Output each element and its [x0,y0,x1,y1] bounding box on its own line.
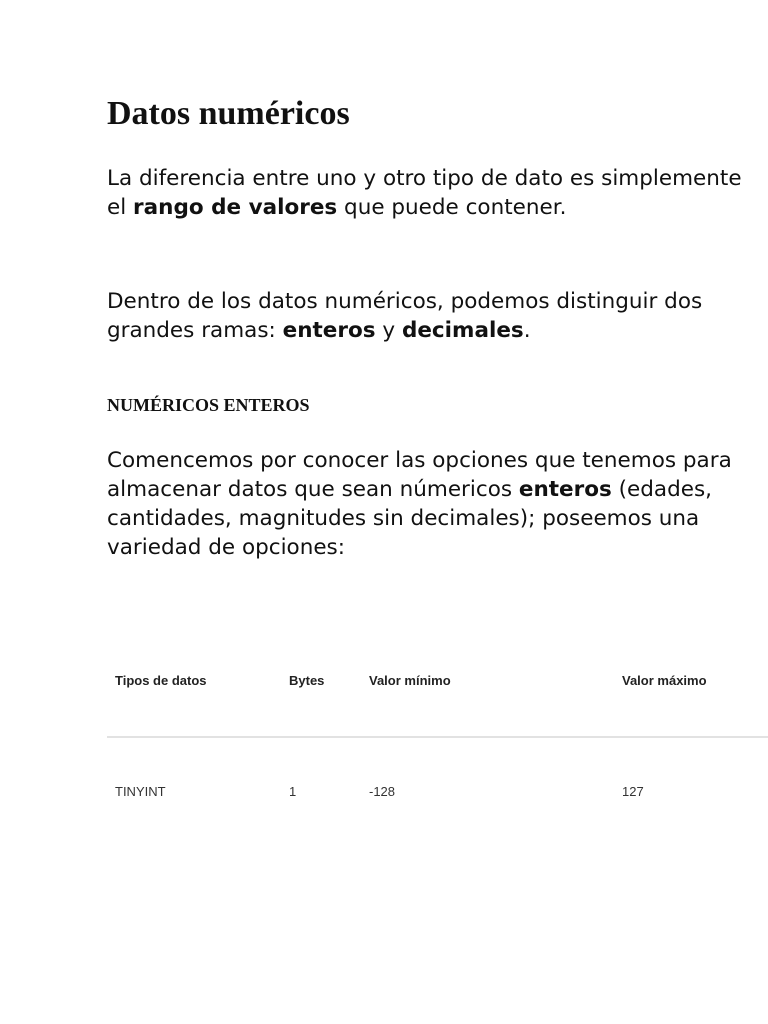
cell-tipo: TINYINT [115,784,166,799]
integers-text-start: Comencemos por conocer las opciones que tenemos para almacenar datos que sean númericos [107,448,732,502]
intro-text-start: La diferencia entre uno y otro tipo de dato es simplemente el [107,166,742,220]
page-title: Datos numéricos [107,95,350,132]
branches-paragraph [107,287,747,345]
cell-valor-minimo: -128 [369,784,396,799]
header-valor-minimo: Valor mínimo [369,673,451,688]
cell-bytes: 1 [289,784,297,799]
section-heading: NUMÉRICOS ENTEROS [107,395,310,415]
intro-text-end: que puede contener. [337,195,567,220]
integers-bold-enteros: enteros [518,477,612,502]
branches-text-middle: y [375,318,402,343]
branches-text-start: Dentro de los datos numéricos, podemos distinguir dos grandes ramas: [107,289,703,343]
branches-bold-decimales: decimales [401,318,524,343]
branches-text-end: . [523,318,531,343]
branches-bold-enteros: enteros [282,318,376,343]
cell-valor-maximo: 127 [622,784,644,799]
header-bytes: Bytes [289,673,325,688]
intro-bold-range: rango de valores [133,195,338,220]
table-row [107,738,768,798]
integer-types-table [107,660,768,798]
integers-paragraph [107,446,747,562]
header-valor-maximo: Valor máximo [622,673,707,688]
integers-text-end: (edades, cantidades, magnitudes sin decimales); poseemos una variedad de opciones: [107,477,712,560]
table-header-row [107,660,768,738]
intro-paragraph [107,164,747,222]
header-tipos-de-datos: Tipos de datos [115,673,207,688]
